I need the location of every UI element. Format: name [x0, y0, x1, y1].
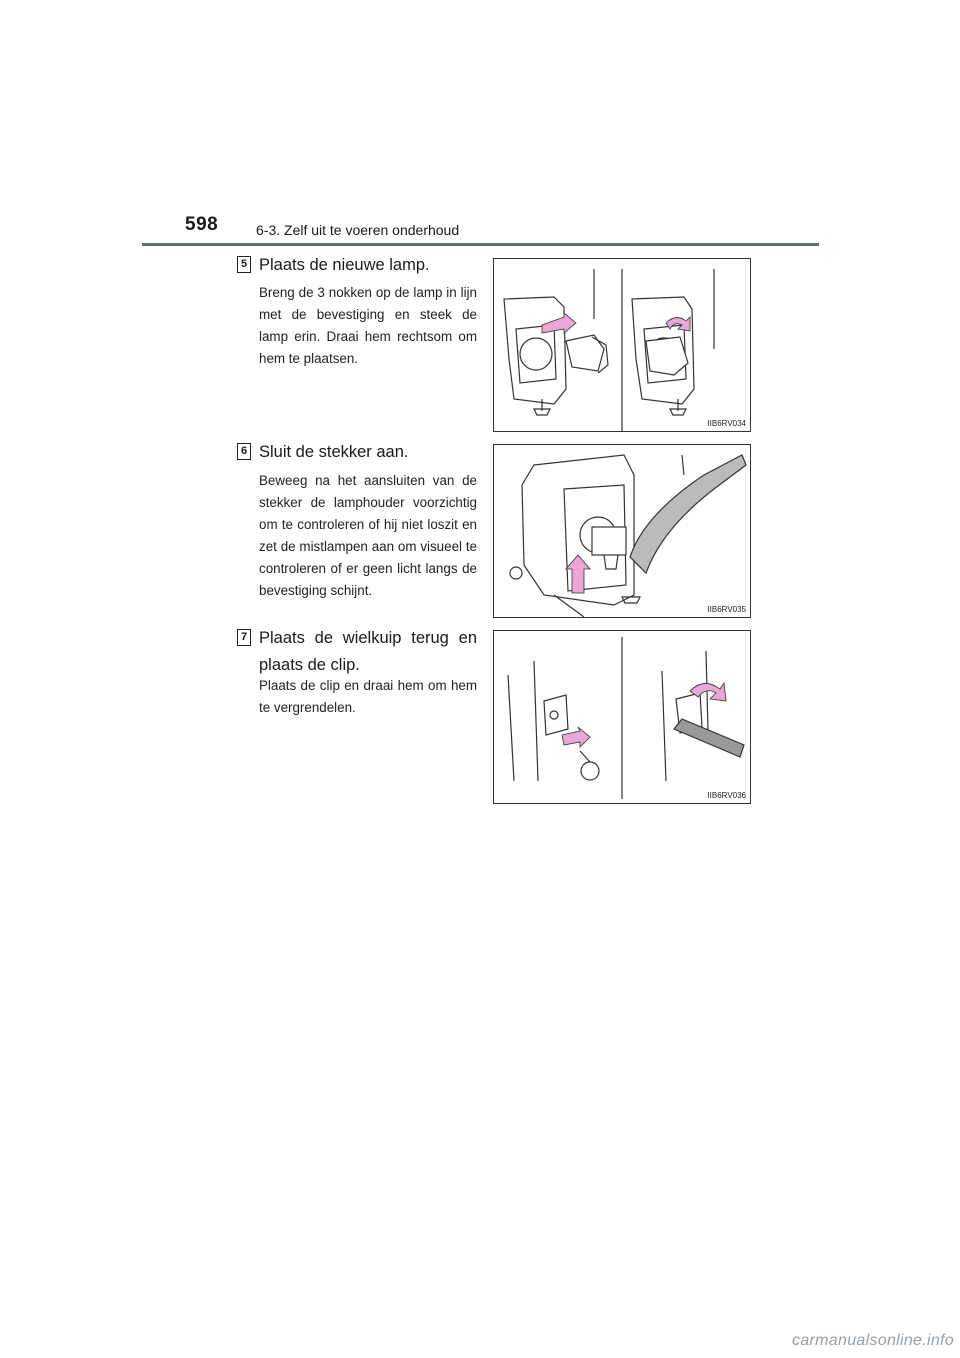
- figure-id-label: IIB6RV034: [707, 419, 746, 428]
- figure-id-label: IIB6RV035: [707, 605, 746, 614]
- step-badge-6: 6: [237, 443, 251, 460]
- figure-connector: [493, 444, 751, 618]
- figure-id-label: IIB6RV036: [707, 791, 746, 800]
- step-badge-7: 7: [237, 629, 251, 646]
- page-number: 598: [185, 214, 219, 235]
- step-body-7: Plaats de clip en draai hem om hem te vergrendelen.: [259, 678, 477, 715]
- lamp-install-illustration: [494, 259, 750, 431]
- figure-lamp-install: [493, 258, 751, 432]
- step-title-6: Sluit de stekker aan.: [259, 443, 409, 461]
- step-body-6: Beweeg na het aansluiten van de stekker de lamphouder voorzichtig om te controleren of hij niet loszit en zet de mistlampen aan om visueel te controleren of er geen licht langs de bevestiging schijnt.: [259, 473, 477, 598]
- connector-illustration: [494, 445, 750, 617]
- clip-illustration: [494, 631, 750, 803]
- step-title-7: Plaats de wielkuip terug en plaats de clip.: [259, 629, 477, 674]
- section-title: 6-3. Zelf uit te voeren onderhoud: [256, 222, 460, 238]
- step-title-5: Plaats de nieuwe lamp.: [259, 256, 430, 274]
- header-rule: [142, 243, 819, 246]
- step-badge-5: 5: [237, 256, 251, 273]
- figure-clip: [493, 630, 751, 804]
- step-body-5: Breng de 3 nokken op de lamp in lijn met de bevestiging en steek de lamp erin. Draai hem rechtsom om hem te plaatsen.: [259, 285, 477, 366]
- watermark-text: carmanualsonline.info: [792, 1332, 954, 1349]
